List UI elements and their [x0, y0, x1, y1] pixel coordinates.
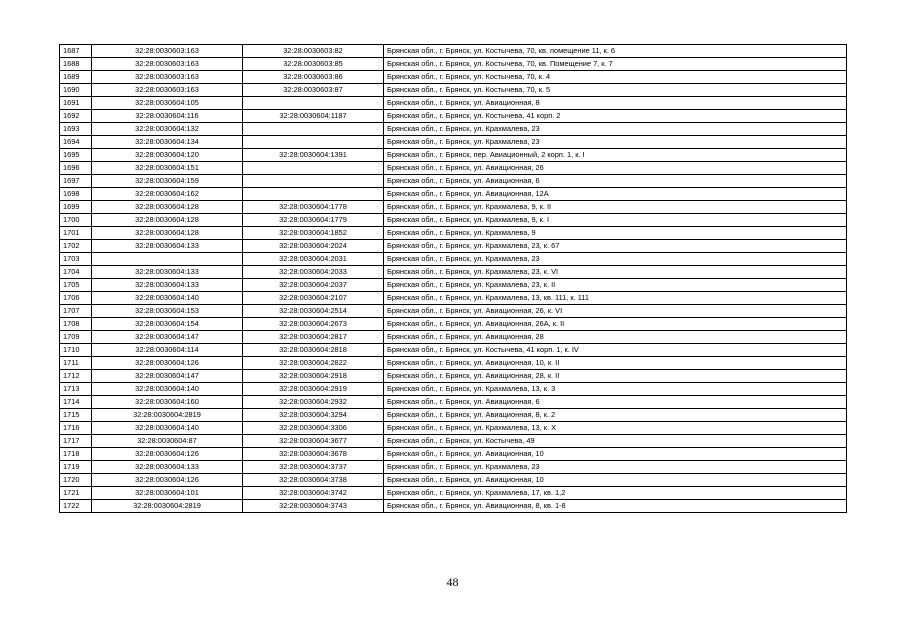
- cadastral-number-object-cell: 32:28:0030604:3738: [243, 474, 384, 487]
- table-row: [60, 344, 847, 357]
- cadastral-number-object-cell: 32:28:0030604:2107: [243, 292, 384, 305]
- cadastral-number-parcel-cell: 32:28:0030604:114: [92, 344, 243, 357]
- address-cell: Брянская обл., г. Брянск, ул. Авиационная, 12А: [384, 188, 847, 201]
- cadastral-number-parcel-cell: 32:28:0030604:128: [92, 214, 243, 227]
- cadastral-number-object-cell: 32:28:0030604:2817: [243, 331, 384, 344]
- table-row: [60, 422, 847, 435]
- row-number-cell: 1710: [60, 344, 92, 357]
- cadastral-number-object-cell: [243, 175, 384, 188]
- row-number-cell: 1696: [60, 162, 92, 175]
- address-cell: Брянская обл., г. Брянск, ул. Костычева, 70, кв. Помещение 7, к. 7: [384, 58, 847, 71]
- cadastral-number-object-cell: 32:28:0030604:3678: [243, 448, 384, 461]
- table-row: [60, 214, 847, 227]
- cadastral-number-parcel-cell: 32:28:0030604:133: [92, 279, 243, 292]
- row-number-cell: 1708: [60, 318, 92, 331]
- address-cell: Брянская обл., г. Брянск, ул. Костычева, 70, к. 4: [384, 71, 847, 84]
- address-cell: Брянская обл., г. Брянск, ул. Крахмалева, 13, к. 3: [384, 383, 847, 396]
- cadastral-number-object-cell: 32:28:0030604:3742: [243, 487, 384, 500]
- address-cell: Брянская обл., г. Брянск, ул. Авиационная, 8: [384, 97, 847, 110]
- cadastral-number-object-cell: 32:28:0030604:3737: [243, 461, 384, 474]
- address-cell: Брянская обл., г. Брянск, ул. Крахмалева, 23, к. II: [384, 279, 847, 292]
- cadastral-number-parcel-cell: 32:28:0030604:140: [92, 383, 243, 396]
- table-row: [60, 318, 847, 331]
- cadastral-number-object-cell: 32:28:0030604:2932: [243, 396, 384, 409]
- address-cell: Брянская обл., г. Брянск, пер. Авиационный, 2 корп. 1, к. I: [384, 149, 847, 162]
- cadastral-number-object-cell: 32:28:0030604:2673: [243, 318, 384, 331]
- row-number-cell: 1693: [60, 123, 92, 136]
- address-cell: Брянская обл., г. Брянск, ул. Авиационная, 10: [384, 474, 847, 487]
- table-row: [60, 500, 847, 513]
- cadastral-number-object-cell: 32:28:0030604:2918: [243, 370, 384, 383]
- table-row: [60, 370, 847, 383]
- address-cell: Брянская обл., г. Брянск, ул. Костычева, 41 корп. 2: [384, 110, 847, 123]
- table-row: [60, 201, 847, 214]
- address-cell: Брянская обл., г. Брянск, ул. Крахмалева, 23: [384, 461, 847, 474]
- cadastral-number-parcel-cell: 32:28:0030604:126: [92, 357, 243, 370]
- cadastral-number-parcel-cell: 32:28:0030604:147: [92, 370, 243, 383]
- cadastral-number-object-cell: 32:28:0030603:87: [243, 84, 384, 97]
- cadastral-number-parcel-cell: 32:28:0030604:120: [92, 149, 243, 162]
- address-cell: Брянская обл., г. Брянск, ул. Авиационная, 10, к. II: [384, 357, 847, 370]
- address-cell: Брянская обл., г. Брянск, ул. Авиационная, 6: [384, 175, 847, 188]
- address-cell: Брянская обл., г. Брянск, ул. Костычева, 70, к. 5: [384, 84, 847, 97]
- cadastral-number-parcel-cell: 32:28:0030604:162: [92, 188, 243, 201]
- cadastral-number-parcel-cell: 32:28:0030603:163: [92, 71, 243, 84]
- cadastral-number-parcel-cell: 32:28:0030604:133: [92, 266, 243, 279]
- cadastral-number-object-cell: 32:28:0030604:2031: [243, 253, 384, 266]
- cadastral-number-object-cell: 32:28:0030604:2822: [243, 357, 384, 370]
- row-number-cell: 1689: [60, 71, 92, 84]
- cadastral-number-parcel-cell: 32:28:0030604:126: [92, 474, 243, 487]
- row-number-cell: 1707: [60, 305, 92, 318]
- row-number-cell: 1688: [60, 58, 92, 71]
- address-cell: Брянская обл., г. Брянск, ул. Крахмалева, 13, к. X: [384, 422, 847, 435]
- table-row: [60, 357, 847, 370]
- address-cell: Брянская обл., г. Брянск, ул. Костычева, 49: [384, 435, 847, 448]
- cadastral-number-parcel-cell: 32:28:0030604:154: [92, 318, 243, 331]
- cadastral-number-object-cell: 32:28:0030604:2033: [243, 266, 384, 279]
- table-row: [60, 97, 847, 110]
- row-number-cell: 1694: [60, 136, 92, 149]
- table-row: [60, 253, 847, 266]
- cadastral-number-parcel-cell: 32:28:0030604:133: [92, 240, 243, 253]
- table-row: [60, 448, 847, 461]
- cadastral-number-parcel-cell: 32:28:0030604:132: [92, 123, 243, 136]
- cadastral-number-parcel-cell: 32:28:0030604:128: [92, 227, 243, 240]
- row-number-cell: 1718: [60, 448, 92, 461]
- table-row: [60, 227, 847, 240]
- address-cell: Брянская обл., г. Брянск, ул. Крахмалева, 9, к. I: [384, 214, 847, 227]
- table-row: [60, 162, 847, 175]
- cadastral-number-object-cell: 32:28:0030604:3294: [243, 409, 384, 422]
- address-cell: Брянская обл., г. Брянск, ул. Крахмалева, 23, к. 67: [384, 240, 847, 253]
- table-row: [60, 435, 847, 448]
- page-number: 48: [446, 575, 459, 589]
- address-cell: Брянская обл., г. Брянск, ул. Крахмалева, 9: [384, 227, 847, 240]
- cadastral-number-object-cell: 32:28:0030604:2919: [243, 383, 384, 396]
- cadastral-number-parcel-cell: 32:28:0030604:134: [92, 136, 243, 149]
- cadastral-number-parcel-cell: 32:28:0030604:140: [92, 422, 243, 435]
- row-number-cell: 1722: [60, 500, 92, 513]
- row-number-cell: 1691: [60, 97, 92, 110]
- table-row: [60, 188, 847, 201]
- address-cell: Брянская обл., г. Брянск, ул. Авиационная, 28, к. II: [384, 370, 847, 383]
- cadastral-number-parcel-cell: [92, 253, 243, 266]
- table-row: [60, 240, 847, 253]
- cadastral-number-parcel-cell: 32:28:0030604:101: [92, 487, 243, 500]
- address-cell: Брянская обл., г. Брянск, ул. Костычева, 70, кв. помещение 11, к. 6: [384, 45, 847, 58]
- address-cell: Брянская обл., г. Брянск, ул. Авиационная, 8, к. 2: [384, 409, 847, 422]
- table-row: [60, 383, 847, 396]
- cadastral-number-parcel-cell: 32:28:0030604:153: [92, 305, 243, 318]
- row-number-cell: 1713: [60, 383, 92, 396]
- cadastral-number-object-cell: 32:28:0030603:86: [243, 71, 384, 84]
- cadastral-number-parcel-cell: 32:28:0030604:105: [92, 97, 243, 110]
- row-number-cell: 1715: [60, 409, 92, 422]
- cadastral-number-parcel-cell: 32:28:0030604:159: [92, 175, 243, 188]
- cadastral-number-object-cell: 32:28:0030603:85: [243, 58, 384, 71]
- table-row: [60, 45, 847, 58]
- row-number-cell: 1716: [60, 422, 92, 435]
- cadastral-number-object-cell: 32:28:0030604:2514: [243, 305, 384, 318]
- row-number-cell: 1706: [60, 292, 92, 305]
- table-row: [60, 474, 847, 487]
- address-cell: Брянская обл., г. Брянск, ул. Крахмалева, 13, кв. 111, к. 111: [384, 292, 847, 305]
- cadastral-number-parcel-cell: 32:28:0030604:147: [92, 331, 243, 344]
- table-row: [60, 71, 847, 84]
- row-number-cell: 1695: [60, 149, 92, 162]
- cadastral-number-object-cell: 32:28:0030604:1779: [243, 214, 384, 227]
- table-body: [60, 45, 847, 513]
- cadastral-number-parcel-cell: 32:28:0030604:128: [92, 201, 243, 214]
- cadastral-number-parcel-cell: 32:28:0030604:126: [92, 448, 243, 461]
- cadastral-number-parcel-cell: 32:28:0030603:163: [92, 84, 243, 97]
- address-cell: Брянская обл., г. Брянск, ул. Крахмалева, 23: [384, 123, 847, 136]
- cadastral-number-parcel-cell: 32:28:0030604:140: [92, 292, 243, 305]
- address-cell: Брянская обл., г. Брянск, ул. Крахмалева, 23: [384, 253, 847, 266]
- cadastral-number-parcel-cell: 32:28:0030604:133: [92, 461, 243, 474]
- row-number-cell: 1711: [60, 357, 92, 370]
- cadastral-number-object-cell: [243, 123, 384, 136]
- cadastral-number-object-cell: [243, 136, 384, 149]
- address-cell: Брянская обл., г. Брянск, ул. Костычева, 41 корп. 1, к. IV: [384, 344, 847, 357]
- table-row: [60, 279, 847, 292]
- row-number-cell: 1702: [60, 240, 92, 253]
- cadastral-number-parcel-cell: 32:28:0030604:116: [92, 110, 243, 123]
- cadastral-number-parcel-cell: 32:28:0030604:2819: [92, 409, 243, 422]
- row-number-cell: 1703: [60, 253, 92, 266]
- address-cell: Брянская обл., г. Брянск, ул. Крахмалева, 9, к. II: [384, 201, 847, 214]
- cadastral-number-parcel-cell: 32:28:0030604:160: [92, 396, 243, 409]
- row-number-cell: 1720: [60, 474, 92, 487]
- row-number-cell: 1714: [60, 396, 92, 409]
- table-row: [60, 266, 847, 279]
- cadastral-number-parcel-cell: 32:28:0030604:151: [92, 162, 243, 175]
- row-number-cell: 1692: [60, 110, 92, 123]
- cadastral-number-parcel-cell: 32:28:0030603:163: [92, 58, 243, 71]
- cadastral-number-object-cell: [243, 97, 384, 110]
- table-row: [60, 84, 847, 97]
- table-row: [60, 149, 847, 162]
- table-row: [60, 123, 847, 136]
- table-row: [60, 110, 847, 123]
- row-number-cell: 1721: [60, 487, 92, 500]
- table-row: [60, 175, 847, 188]
- address-cell: Брянская обл., г. Брянск, ул. Авиационная, 8, кв. 1-8: [384, 500, 847, 513]
- cadastral-number-parcel-cell: 32:28:0030604:2819: [92, 500, 243, 513]
- table-row: [60, 292, 847, 305]
- table-row: [60, 396, 847, 409]
- address-cell: Брянская обл., г. Брянск, ул. Авиационная, 26А, к. II: [384, 318, 847, 331]
- address-cell: Брянская обл., г. Брянск, ул. Авиационная, 10: [384, 448, 847, 461]
- row-number-cell: 1687: [60, 45, 92, 58]
- cadastral-number-object-cell: 32:28:0030604:3677: [243, 435, 384, 448]
- row-number-cell: 1719: [60, 461, 92, 474]
- row-number-cell: 1701: [60, 227, 92, 240]
- row-number-cell: 1690: [60, 84, 92, 97]
- address-cell: Брянская обл., г. Брянск, ул. Авиационная, 28: [384, 331, 847, 344]
- address-cell: Брянская обл., г. Брянск, ул. Авиационная, 26, к. VI: [384, 305, 847, 318]
- address-cell: Брянская обл., г. Брянск, ул. Авиационная, 26: [384, 162, 847, 175]
- cadastral-number-object-cell: 32:28:0030604:2818: [243, 344, 384, 357]
- cadastral-number-object-cell: 32:28:0030604:2024: [243, 240, 384, 253]
- table-row: [60, 331, 847, 344]
- row-number-cell: 1709: [60, 331, 92, 344]
- row-number-cell: 1699: [60, 201, 92, 214]
- cadastral-number-parcel-cell: 32:28:0030604:87: [92, 435, 243, 448]
- row-number-cell: 1698: [60, 188, 92, 201]
- row-number-cell: 1704: [60, 266, 92, 279]
- table-row: [60, 305, 847, 318]
- cadastral-number-object-cell: [243, 188, 384, 201]
- row-number-cell: 1712: [60, 370, 92, 383]
- row-number-cell: 1705: [60, 279, 92, 292]
- row-number-cell: 1717: [60, 435, 92, 448]
- table-row: [60, 487, 847, 500]
- address-cell: Брянская обл., г. Брянск, ул. Крахмалева, 23: [384, 136, 847, 149]
- cadastral-number-object-cell: 32:28:0030604:1187: [243, 110, 384, 123]
- cadastral-number-object-cell: [243, 162, 384, 175]
- cadastral-number-object-cell: 32:28:0030603:82: [243, 45, 384, 58]
- address-cell: Брянская обл., г. Брянск, ул. Крахмалева, 17, кв. 1,2: [384, 487, 847, 500]
- address-cell: Брянская обл., г. Брянск, ул. Авиационная, 6: [384, 396, 847, 409]
- table-row: [60, 58, 847, 71]
- cadastral-number-object-cell: 32:28:0030604:3306: [243, 422, 384, 435]
- row-number-cell: 1700: [60, 214, 92, 227]
- address-cell: Брянская обл., г. Брянск, ул. Крахмалева, 23, к. VI: [384, 266, 847, 279]
- table-row: [60, 409, 847, 422]
- registry-table: [59, 44, 847, 513]
- cadastral-number-parcel-cell: 32:28:0030603:163: [92, 45, 243, 58]
- cadastral-number-object-cell: 32:28:0030604:2037: [243, 279, 384, 292]
- cadastral-number-object-cell: 32:28:0030604:1852: [243, 227, 384, 240]
- row-number-cell: 1697: [60, 175, 92, 188]
- cadastral-number-object-cell: 32:28:0030604:1391: [243, 149, 384, 162]
- table-row: [60, 136, 847, 149]
- table-row: [60, 461, 847, 474]
- cadastral-number-object-cell: 32:28:0030604:3743: [243, 500, 384, 513]
- cadastral-number-object-cell: 32:28:0030604:1778: [243, 201, 384, 214]
